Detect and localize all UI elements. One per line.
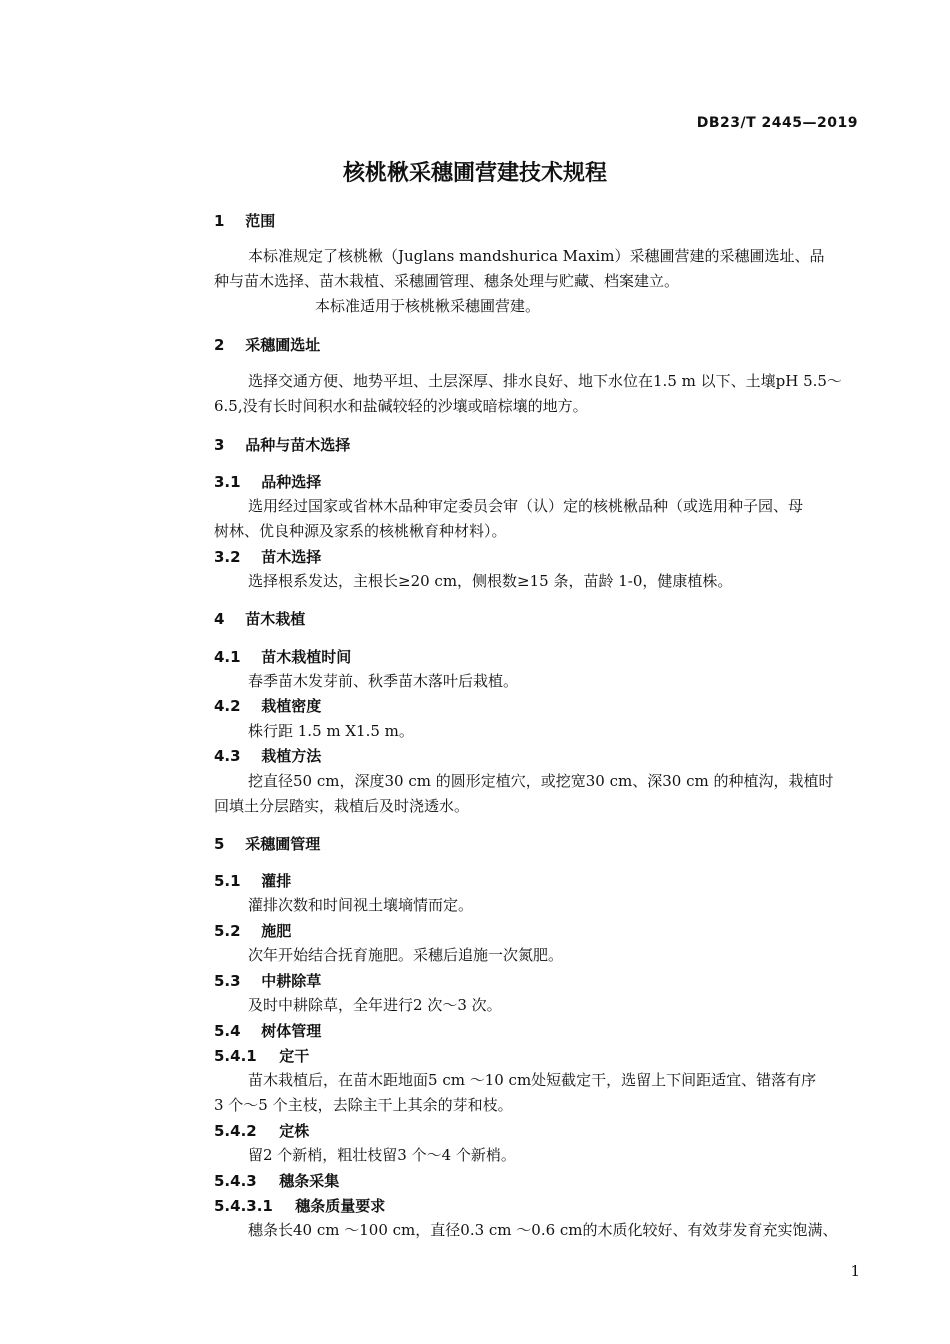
section-number: 4 — [214, 610, 225, 628]
paragraph-line: 选择交通方便、地势平坦、土层深厚、排水良好、地下水位在1.5 m 以下、土壤pH 5.5～ — [248, 372, 842, 390]
section-title: 采穗圃管理 — [245, 835, 321, 853]
paragraph-line: 选用经过国家或省林木品种审定委员会审（认）定的核桃楸品种（或选用种子园、母 — [248, 497, 804, 515]
subsection-heading-5-4-2 — [214, 1120, 309, 1141]
section-title: 树体管理 — [261, 1022, 322, 1040]
section-number: 3 — [214, 436, 225, 454]
standard-number: DB23/T 2445—2019 — [696, 115, 858, 131]
section-number: 3.1 — [214, 473, 241, 491]
paragraph-line: 6.5,没有长时间积水和盐碱较轻的沙壤或暗棕壤的地方。 — [214, 397, 588, 415]
section-heading-2 — [214, 334, 320, 355]
section-number: 1 — [214, 212, 225, 230]
section-title: 采穗圃选址 — [245, 336, 321, 354]
paragraph-line: 苗木栽植后，在苗木距地面5 cm ～10 cm处短截定干，选留上下间距适宜、错落有序 — [248, 1071, 817, 1089]
paragraph-line: 树林、优良种源及家系的核桃楸育种材料）。 — [214, 522, 507, 540]
subsection-heading-5-3 — [214, 970, 321, 991]
subsection-heading-3-1 — [214, 471, 321, 492]
subsection-heading-4-3 — [214, 745, 321, 766]
section-heading-5 — [214, 833, 320, 854]
section-title: 中耕除草 — [261, 972, 322, 990]
section-number: 3.2 — [214, 548, 241, 566]
section-number: 5.4.1 — [214, 1047, 257, 1065]
section-number: 5.4.3 — [214, 1172, 257, 1190]
section-number: 4.3 — [214, 747, 241, 765]
section-number: 4.2 — [214, 697, 241, 715]
paragraph-line: 春季苗木发芽前、秋季苗木落叶后栽植。 — [248, 672, 519, 690]
paragraph-line: 回填土分层踏实，栽植后及时浇透水。 — [214, 797, 470, 815]
subsection-heading-5-4-3 — [214, 1170, 339, 1191]
section-number: 5.1 — [214, 872, 241, 890]
paragraph-line: 灌排次数和时间视土壤墒情而定。 — [248, 896, 474, 914]
section-heading-1 — [214, 210, 275, 231]
paragraph-line: 穗条长40 cm ～100 cm，直径0.3 cm ～0.6 cm的木质化较好、有效芽发育充实饱满、 — [248, 1221, 838, 1239]
subsection-heading-4-1 — [214, 646, 351, 667]
section-title: 施肥 — [261, 922, 292, 940]
subsection-heading-5-4 — [214, 1020, 321, 1041]
section-title: 栽植方法 — [261, 747, 322, 765]
section-title: 灌排 — [261, 872, 292, 890]
subsection-heading-5-2 — [214, 920, 291, 941]
section-title: 定干 — [279, 1047, 310, 1065]
section-number: 4.1 — [214, 648, 241, 666]
section-title: 苗木选择 — [261, 548, 322, 566]
paragraph-line: 次年开始结合抚育施肥。采穗后追施一次氮肥。 — [248, 946, 564, 964]
paragraph-line: 及时中耕除草，全年进行2 次～3 次。 — [248, 996, 502, 1014]
section-number: 5.2 — [214, 922, 241, 940]
section-title: 穗条采集 — [279, 1172, 340, 1190]
document-title: 核桃楸采穗圃营建技术规程 — [342, 161, 607, 186]
subsection-heading-5-4-3-1 — [214, 1195, 385, 1216]
section-number: 5 — [214, 835, 225, 853]
subsection-heading-5-1 — [214, 870, 291, 891]
section-title: 栽植密度 — [261, 697, 322, 715]
subsection-heading-3-2 — [214, 546, 321, 567]
paragraph-line: 留2 个新梢，粗壮枝留3 个～4 个新梢。 — [248, 1146, 516, 1164]
section-number: 5.4.2 — [214, 1122, 257, 1140]
paragraph-line: 株行距 1.5 m X1.5 m。 — [248, 722, 414, 740]
paragraph-line: 选择根系发达，主根长≥20 cm，侧根数≥15 条，苗龄 1-0，健康植株。 — [248, 572, 733, 590]
section-number: 5.4.3.1 — [214, 1197, 273, 1215]
paragraph-line: 3 个～5 个主枝，去除主干上其余的芽和枝。 — [214, 1096, 513, 1114]
subsection-heading-5-4-1 — [214, 1045, 309, 1066]
section-heading-3 — [214, 434, 350, 455]
paragraph-line: 本标准规定了核桃楸（Juglans mandshurica Maxim）采穗圃营建的采穗圃选址、品 — [248, 247, 825, 265]
section-title: 穗条质量要求 — [295, 1197, 386, 1215]
section-title: 范围 — [245, 212, 276, 230]
paragraph-line: 本标准适用于核桃楸采穗圃营建。 — [315, 297, 541, 315]
page-number: 1 — [850, 1262, 860, 1280]
section-title: 苗木栽植 — [245, 610, 306, 628]
section-number: 5.3 — [214, 972, 241, 990]
section-title: 品种选择 — [261, 473, 322, 491]
section-title: 苗木栽植时间 — [261, 648, 352, 666]
section-number: 5.4 — [214, 1022, 241, 1040]
section-heading-4 — [214, 608, 305, 629]
section-title: 定株 — [279, 1122, 310, 1140]
subsection-heading-4-2 — [214, 695, 321, 716]
paragraph-line: 挖直径50 cm，深度30 cm 的圆形定植穴，或挖宽30 cm、深30 cm 的种植沟，栽植时 — [248, 772, 834, 790]
paragraph-line: 种与苗木选择、苗木栽植、采穗圃管理、穗条处理与贮藏、档案建立。 — [214, 272, 680, 290]
section-title: 品种与苗木选择 — [245, 436, 351, 454]
section-number: 2 — [214, 336, 225, 354]
